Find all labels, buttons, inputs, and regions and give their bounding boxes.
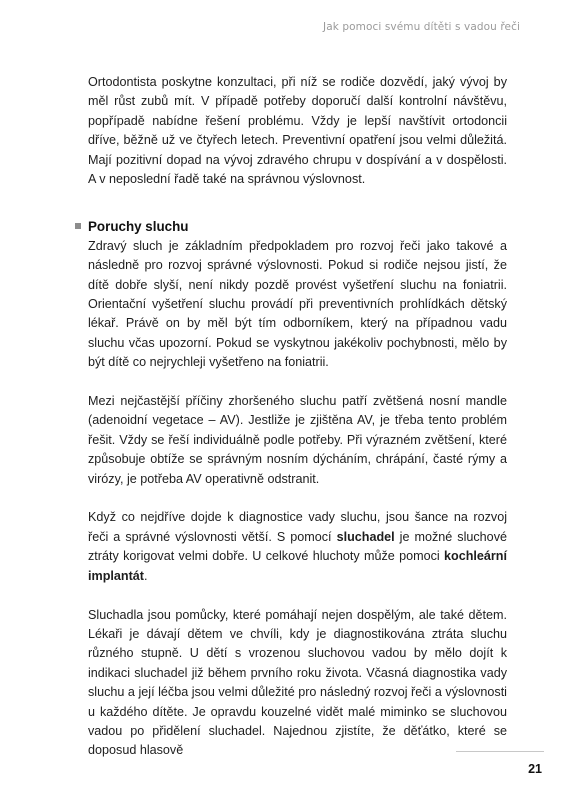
section-heading: Poruchy sluchu <box>88 218 189 234</box>
paragraph-causes: Mezi nejčastější příčiny zhoršeného sluchu patří zvětšená nosní mandle (adenoidní vegetace – AV). Jestliže je zjištěna AV, je třeba tento problém řešit. Vždy se řeší individuálně podle potřeby. Při výrazném zvětšení, které způsobuje obtíže se správným nosním dýcháním, chrápání, časté rýmy a virózy, je potřeba AV operativně odstranit. <box>88 394 507 486</box>
text-run: . <box>143 568 148 583</box>
paragraph-diagnostics <box>88 508 507 586</box>
footer-rule <box>456 751 544 752</box>
page-body <box>88 73 507 761</box>
paragraph-orthodontist: Ortodontista poskytne konzultaci, při níž se rodiče dozvědí, jaký vývoj by měl růst zubů mít. V případě potřeby doporučí další kontrolní návštěvu, popřípadě nabídne řešení problému. Vždy je lepší navštívit ortodoncii dříve, běžně už ve čtyřech letech. Preventivní opatření jsou velmi důležitá. Mají pozitivní dopad na vývoj zdravého chrupu v dospívání a v dospělosti. A v neposlední řadě také na správnou výslovnost. <box>88 75 507 187</box>
running-header: Jak pomoci svému dítěti s vadou řeči <box>323 21 520 33</box>
text-run: Když co nejdříve dojde k diagnostice vady sluchu, jsou šance na rozvoj řeči a správné výslovnosti větší. S pomocí <box>88 510 507 544</box>
square-bullet-icon <box>75 223 81 229</box>
bold-term-hearing-aids: sluchadel <box>336 529 395 544</box>
page-number: 21 <box>528 762 542 776</box>
paragraph-healthy-hearing: Zdravý sluch je základním předpokladem pro rozvoj řeči jako takové a následně pro rozvoj správné výslovnosti. Pokud si rodiče nejsou jistí, že dítě dobře slyší, není nikdy pozdě provést vyšetření sluchu na foniatrii. Orientační vyšetření sluchu provádí při preventivních prohlídkách dětský lékař. Právě on by měl být tím odborníkem, který na případnou vadu sluchu včas upozorní. Pokud se vyskytnou jakékoliv pochybnosti, mělo by být dítě co nejrychleji vyšetřeno na foniatrii. <box>88 238 507 370</box>
section-heading-wrap <box>88 217 507 237</box>
bold-term-cochlear-implant: kochleární implantát <box>88 549 507 583</box>
paragraph-hearing-aids: Sluchadla jsou pomůcky, které pomáhají nejen dospělým, ale také dětem. Lékaři je dávají dětem ve chvíli, kdy je diagnostikována ztráta sluchu různého stupně. U dětí s vrozenou sluchovou vadou by mělo dojít k indikaci sluchadel již během prvního roku života. Včasná diagnostika vady sluchu a její léčba jsou velmi důležité pro následný rozvoj řeči a výslovnosti u každého dítěte. Je opravdu kouzelné vidět malé miminko se sluchovou vadou po přidělení sluchadel. Najednou zjistíte, že děťátko, které se doposud hlasově <box>88 607 507 758</box>
text-run: je možné sluchové ztráty korigovat velmi dobře. U celkové hluchoty může pomoci <box>88 529 507 564</box>
